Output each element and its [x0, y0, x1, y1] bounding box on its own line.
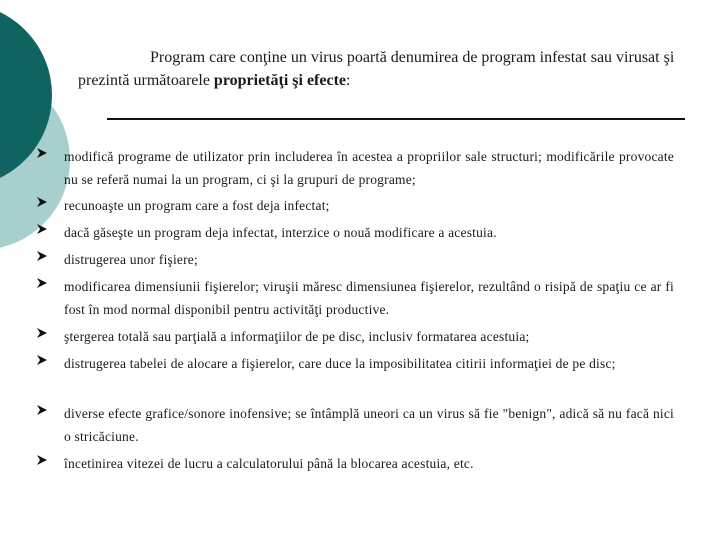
title-bold-text: proprietăţi şi efecte [213, 72, 347, 89]
arrow-bullet-icon [36, 250, 48, 262]
list-item-text: ştergerea totală sau parţială a informaţiilor de pe disc, inclusiv formatarea acestuia; [64, 329, 530, 344]
list-item-text: distrugerea unor fişiere; [64, 252, 198, 267]
list-item-text: distrugerea tabelei de alocare a fişierelor, care duce la imposibilitatea citirii informaţiei de pe disc; [64, 356, 616, 371]
slide-title [78, 46, 688, 92]
list-item-text: modificarea dimensiunii fişierelor; viruşii măresc dimensiunea fişierelor, rezultând o risipă de spaţiu ce ar fi fost în mod normal disponibil pentru activităţi productive. [64, 279, 674, 317]
arrow-bullet-icon [36, 404, 48, 416]
arrow-bullet-icon [36, 454, 48, 466]
list-item-text: dacă găseşte un program deja infectat, interzice o nouă modificare a acestuia. [64, 225, 497, 240]
title-end: : [346, 72, 351, 89]
list-item-text: diverse efecte grafice/sonore inofensive; se întâmplă uneori ca un virus să fie "benign", adică să nu facă nici o stricăciune. [64, 406, 674, 444]
arrow-bullet-icon [36, 147, 48, 159]
arrow-bullet-icon [36, 327, 48, 339]
list-item-text: modifică programe de utilizator prin includerea în acestea a propriilor sale structuri; modificările provocate nu se referă numai la un program, ci şi la grupuri de programe; [64, 149, 674, 187]
arrow-bullet-icon [36, 196, 48, 208]
arrow-bullet-icon [36, 354, 48, 366]
arrow-bullet-icon [36, 277, 48, 289]
title-divider [107, 118, 685, 120]
list-item-text: încetinirea vitezei de lucru a calculatorului până la blocarea acestuia, etc. [64, 456, 474, 471]
list-item-text: recunoaşte un program care a fost deja infectat; [64, 198, 330, 213]
title-text: Program care conţine un virus poartă denumirea de program infestat sau virusat şi prezintă următoarele [78, 49, 675, 89]
arrow-bullet-icon [36, 223, 48, 235]
